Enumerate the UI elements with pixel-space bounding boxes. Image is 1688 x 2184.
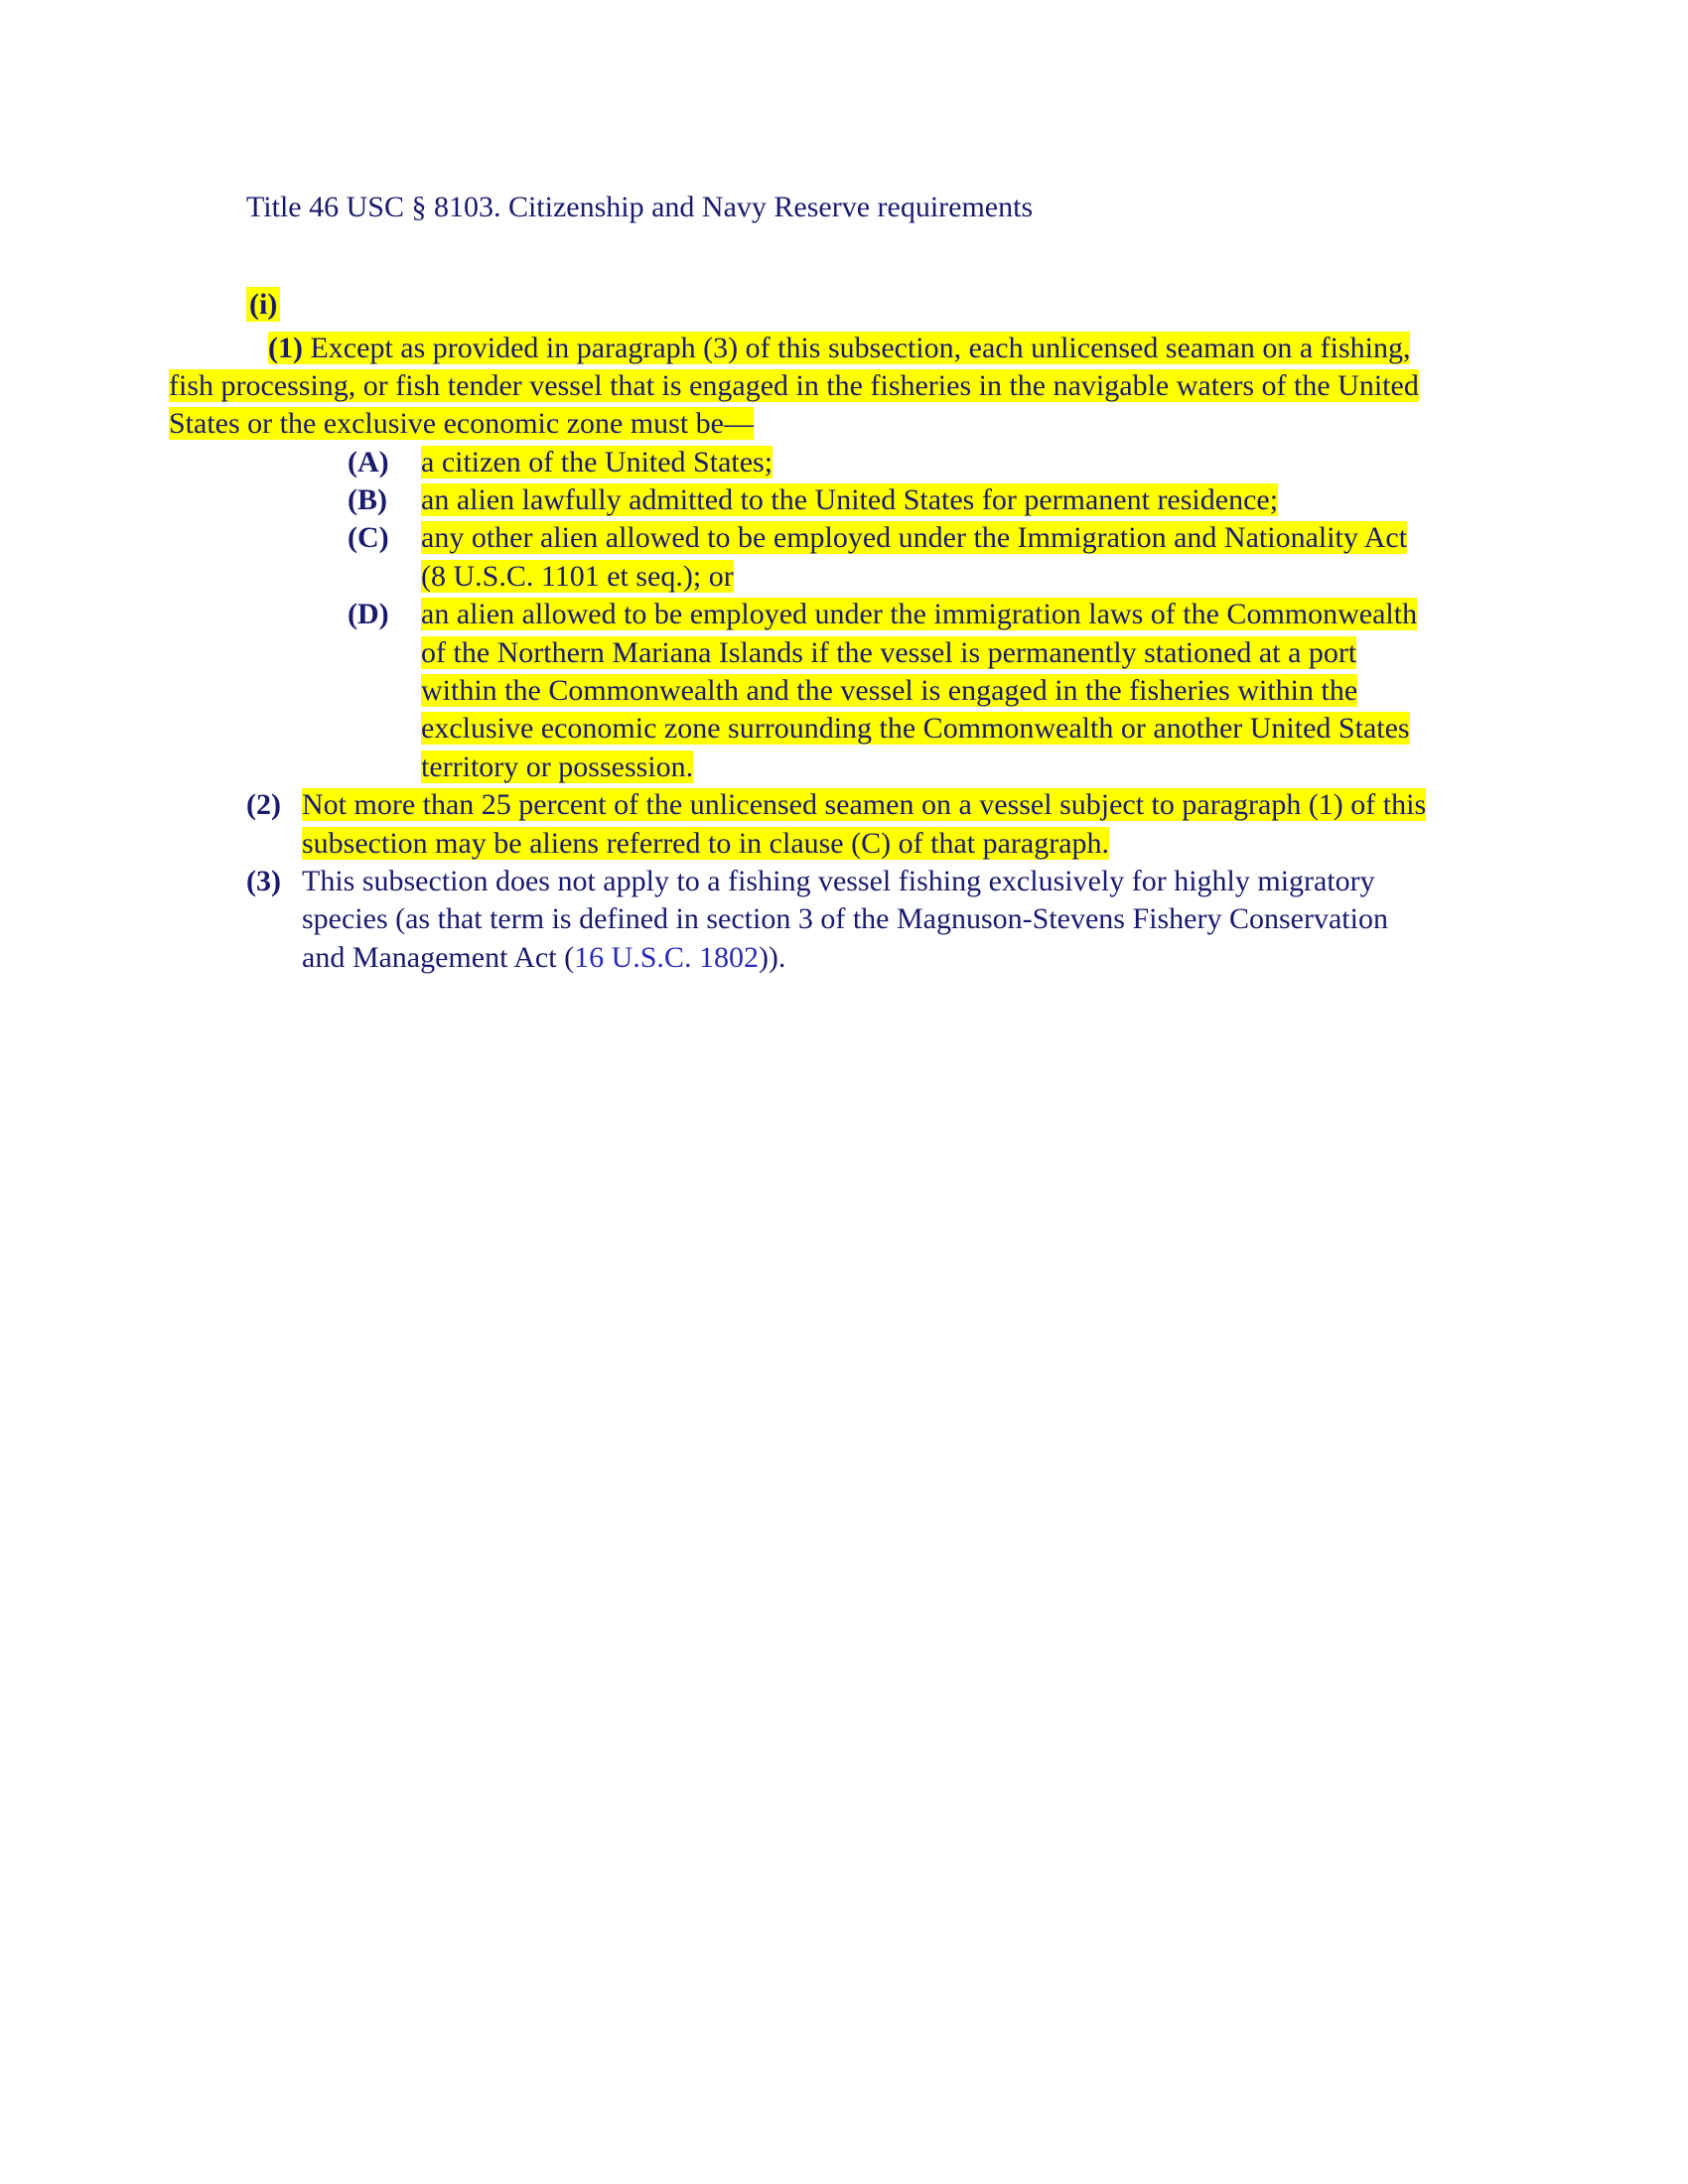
clause-list-a-d (322, 444, 1438, 787)
clause-a-text: a citizen of the United States; (421, 445, 774, 478)
clause-c-marker: (C) (348, 521, 389, 555)
clause-d-marker: (D) (348, 598, 389, 631)
clause-b-marker: (B) (348, 483, 387, 517)
usc-citation-link[interactable]: 16 U.S.C. 1802 (574, 940, 759, 974)
paragraph-2-text: Not more than 25 percent of the unlicensed seamen on a vessel subject to paragraph (1) of this subsection may be aliens referred to in clause (C) of that paragraph. (302, 788, 1427, 860)
clause-d (322, 596, 1438, 786)
paragraph-2 (246, 786, 1438, 863)
paragraph-1-lead (169, 330, 1438, 444)
paragraph-3-text-after: )). (758, 940, 786, 974)
paragraph-1-text: Except as provided in paragraph (3) of this subsection, each unlicensed seaman on a fishing, fish processing, or fish tender vessel that is engaged in the fisheries in the navigable waters of the United States or the exclusive economic zone must be— (169, 331, 1419, 441)
paragraph-1-marker: (1) (268, 331, 303, 364)
paragraph-3 (246, 863, 1438, 977)
page-title: Title 46 USC § 8103. Citizenship and Navy Reserve requirements (246, 191, 1034, 223)
paragraph-2-marker: (2) (246, 788, 281, 822)
subsection-marker-i (246, 288, 1438, 322)
paragraph-3-text-before: This subsection does not apply to a fishing vessel fishing exclusively for highly migratory species (as that term is defined in section 3 of the Magnuson-Stevens Fishery Conservation and Management Act ( (302, 864, 1388, 974)
clause-c (322, 519, 1438, 596)
clause-d-text: an alien allowed to be employed under the immigration laws of the Commonwealth of the Northern Mariana Islands if the vessel is permanently stationed at a port within the Commonwealth and the vessel is engaged in the fisheries within the exclusive economic zone surrounding the Commonwealth or another United States territory or possession. (421, 598, 1418, 783)
clause-b-text: an alien lawfully admitted to the United States for permanent residence; (421, 483, 1279, 517)
subsection-marker-i-text: (i) (246, 287, 280, 322)
paragraph-3-marker: (3) (246, 864, 281, 897)
clause-a (322, 444, 1438, 481)
clause-c-text: any other alien allowed to be employed under the Immigration and Nationality Act (8 U.S.C. 1101 et seq.); or (421, 521, 1408, 593)
clause-b (322, 481, 1438, 519)
document-body (169, 189, 1438, 977)
numbered-paragraph-list (246, 786, 1438, 977)
clause-a-marker: (A) (348, 445, 389, 478)
paragraph-1 (169, 330, 1438, 444)
